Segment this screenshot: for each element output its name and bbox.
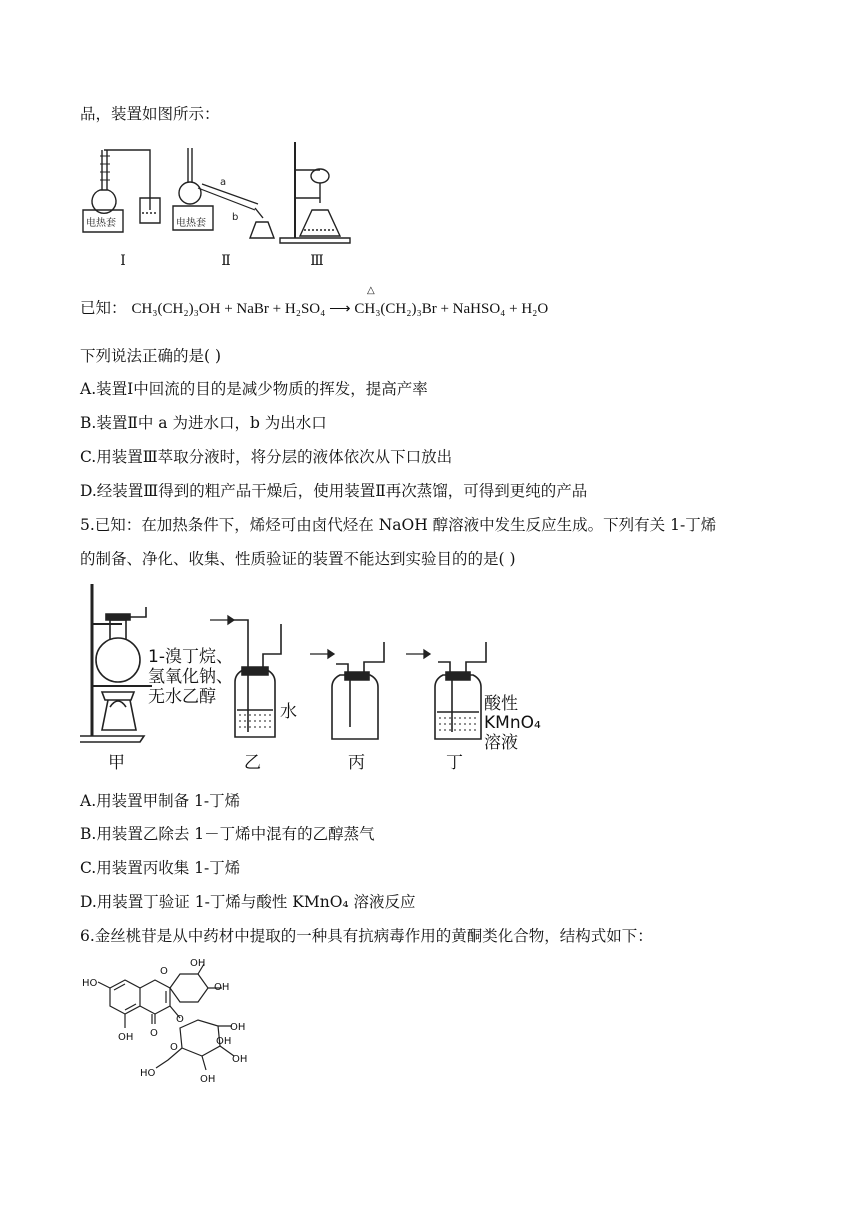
caption-jia: 甲 (108, 753, 125, 773)
q5-option-c: C.用装置丙收集 1-丁烯 (80, 859, 241, 877)
struct-oh-s2: OH (232, 1054, 248, 1065)
struct-ho-ch2: HO (140, 1068, 156, 1079)
caption-I: Ⅰ (120, 253, 126, 269)
caption-II: Ⅱ (221, 253, 231, 269)
heater-label-1: 电热套 (86, 218, 116, 229)
intro-text: 品，装置如图所示： (80, 105, 220, 123)
struct-o-carbonyl: O (150, 1028, 158, 1039)
struct-oh-a: OH (118, 1032, 134, 1043)
struct-oh-top2: OH (214, 982, 230, 993)
flask-label-line3: 无水乙醇 (148, 687, 216, 707)
struct-ho-left: HO (82, 978, 98, 989)
hyperoside-structure (80, 956, 270, 1106)
q4-option-c: C.用装置Ⅲ萃取分液时，将分层的液体依次从下口放出 (80, 448, 453, 466)
q4-stem: 下列说法正确的是( ) (80, 347, 222, 365)
known-equation: CH₃(CH₂)₃OH + NaBr + H₂SO₄ ⟶ CH₃(CH₂)₃Br + NaHSO₄ + H₂O (131, 301, 549, 317)
q4-option-b: B.装置Ⅱ中 a 为进水口，b 为出水口 (80, 414, 327, 432)
struct-o-link: O (176, 1014, 184, 1025)
caption-III: Ⅲ (310, 253, 324, 269)
q6-stem: 6.金丝桃苷是从中药材中提取的一种具有抗病毒作用的黄酮类化合物，结构式如下： (80, 927, 653, 945)
apparatus-figure-2 (80, 582, 541, 777)
q5-stem-line1: 5.已知：在加热条件下，烯烃可由卤代烃在 NaOH 醇溶液中发生反应生成。下列有关 1-丁烯 (80, 516, 717, 534)
struct-oh-s3: OH (200, 1074, 216, 1085)
kmno4-label-line2: KMnO₄ (484, 713, 541, 733)
kmno4-label-line3: 溶液 (484, 733, 518, 753)
struct-o-sugar: O (170, 1042, 178, 1053)
q5-stem-line2: 的制备、净化、收集、性质验证的装置不能达到实验目的的是( ) (80, 550, 516, 568)
kmno4-label-line1: 酸性 (484, 694, 518, 714)
flask-label-line2: 氢氧化钠、 (148, 667, 233, 687)
port-b-label: b (232, 212, 239, 223)
q4-option-a: A.装置Ⅰ中回流的目的是减少物质的挥发，提高产率 (80, 380, 428, 398)
port-a-label: a (220, 177, 227, 188)
q5-option-a: A.用装置甲制备 1-丁烯 (80, 792, 241, 810)
known-equation-line (80, 297, 548, 320)
arrow-heat-label: △ (367, 285, 375, 296)
caption-bing: 丙 (348, 753, 365, 773)
struct-oh-s1: OH (230, 1022, 246, 1033)
q5-option-b: B.用装置乙除去 1－丁烯中混有的乙醇蒸气 (80, 825, 375, 843)
caption-yi: 乙 (244, 753, 261, 773)
water-label: 水 (280, 702, 297, 722)
known-prefix: 已知： (80, 299, 127, 317)
q4-option-d: D.经装置Ⅲ得到的粗产品干燥后，使用装置Ⅱ再次蒸馏，可得到更纯的产品 (80, 482, 588, 500)
struct-o-ring: O (160, 966, 168, 977)
caption-ding: 丁 (446, 753, 463, 773)
heater-label-2: 电热套 (176, 218, 206, 229)
struct-oh-s4: OH (216, 1036, 232, 1047)
flask-label-line1: 1-溴丁烷、 (148, 647, 233, 667)
q5-option-d: D.用装置丁验证 1-丁烯与酸性 KMnO₄ 溶液反应 (80, 893, 416, 911)
struct-oh-top1: OH (190, 958, 206, 969)
